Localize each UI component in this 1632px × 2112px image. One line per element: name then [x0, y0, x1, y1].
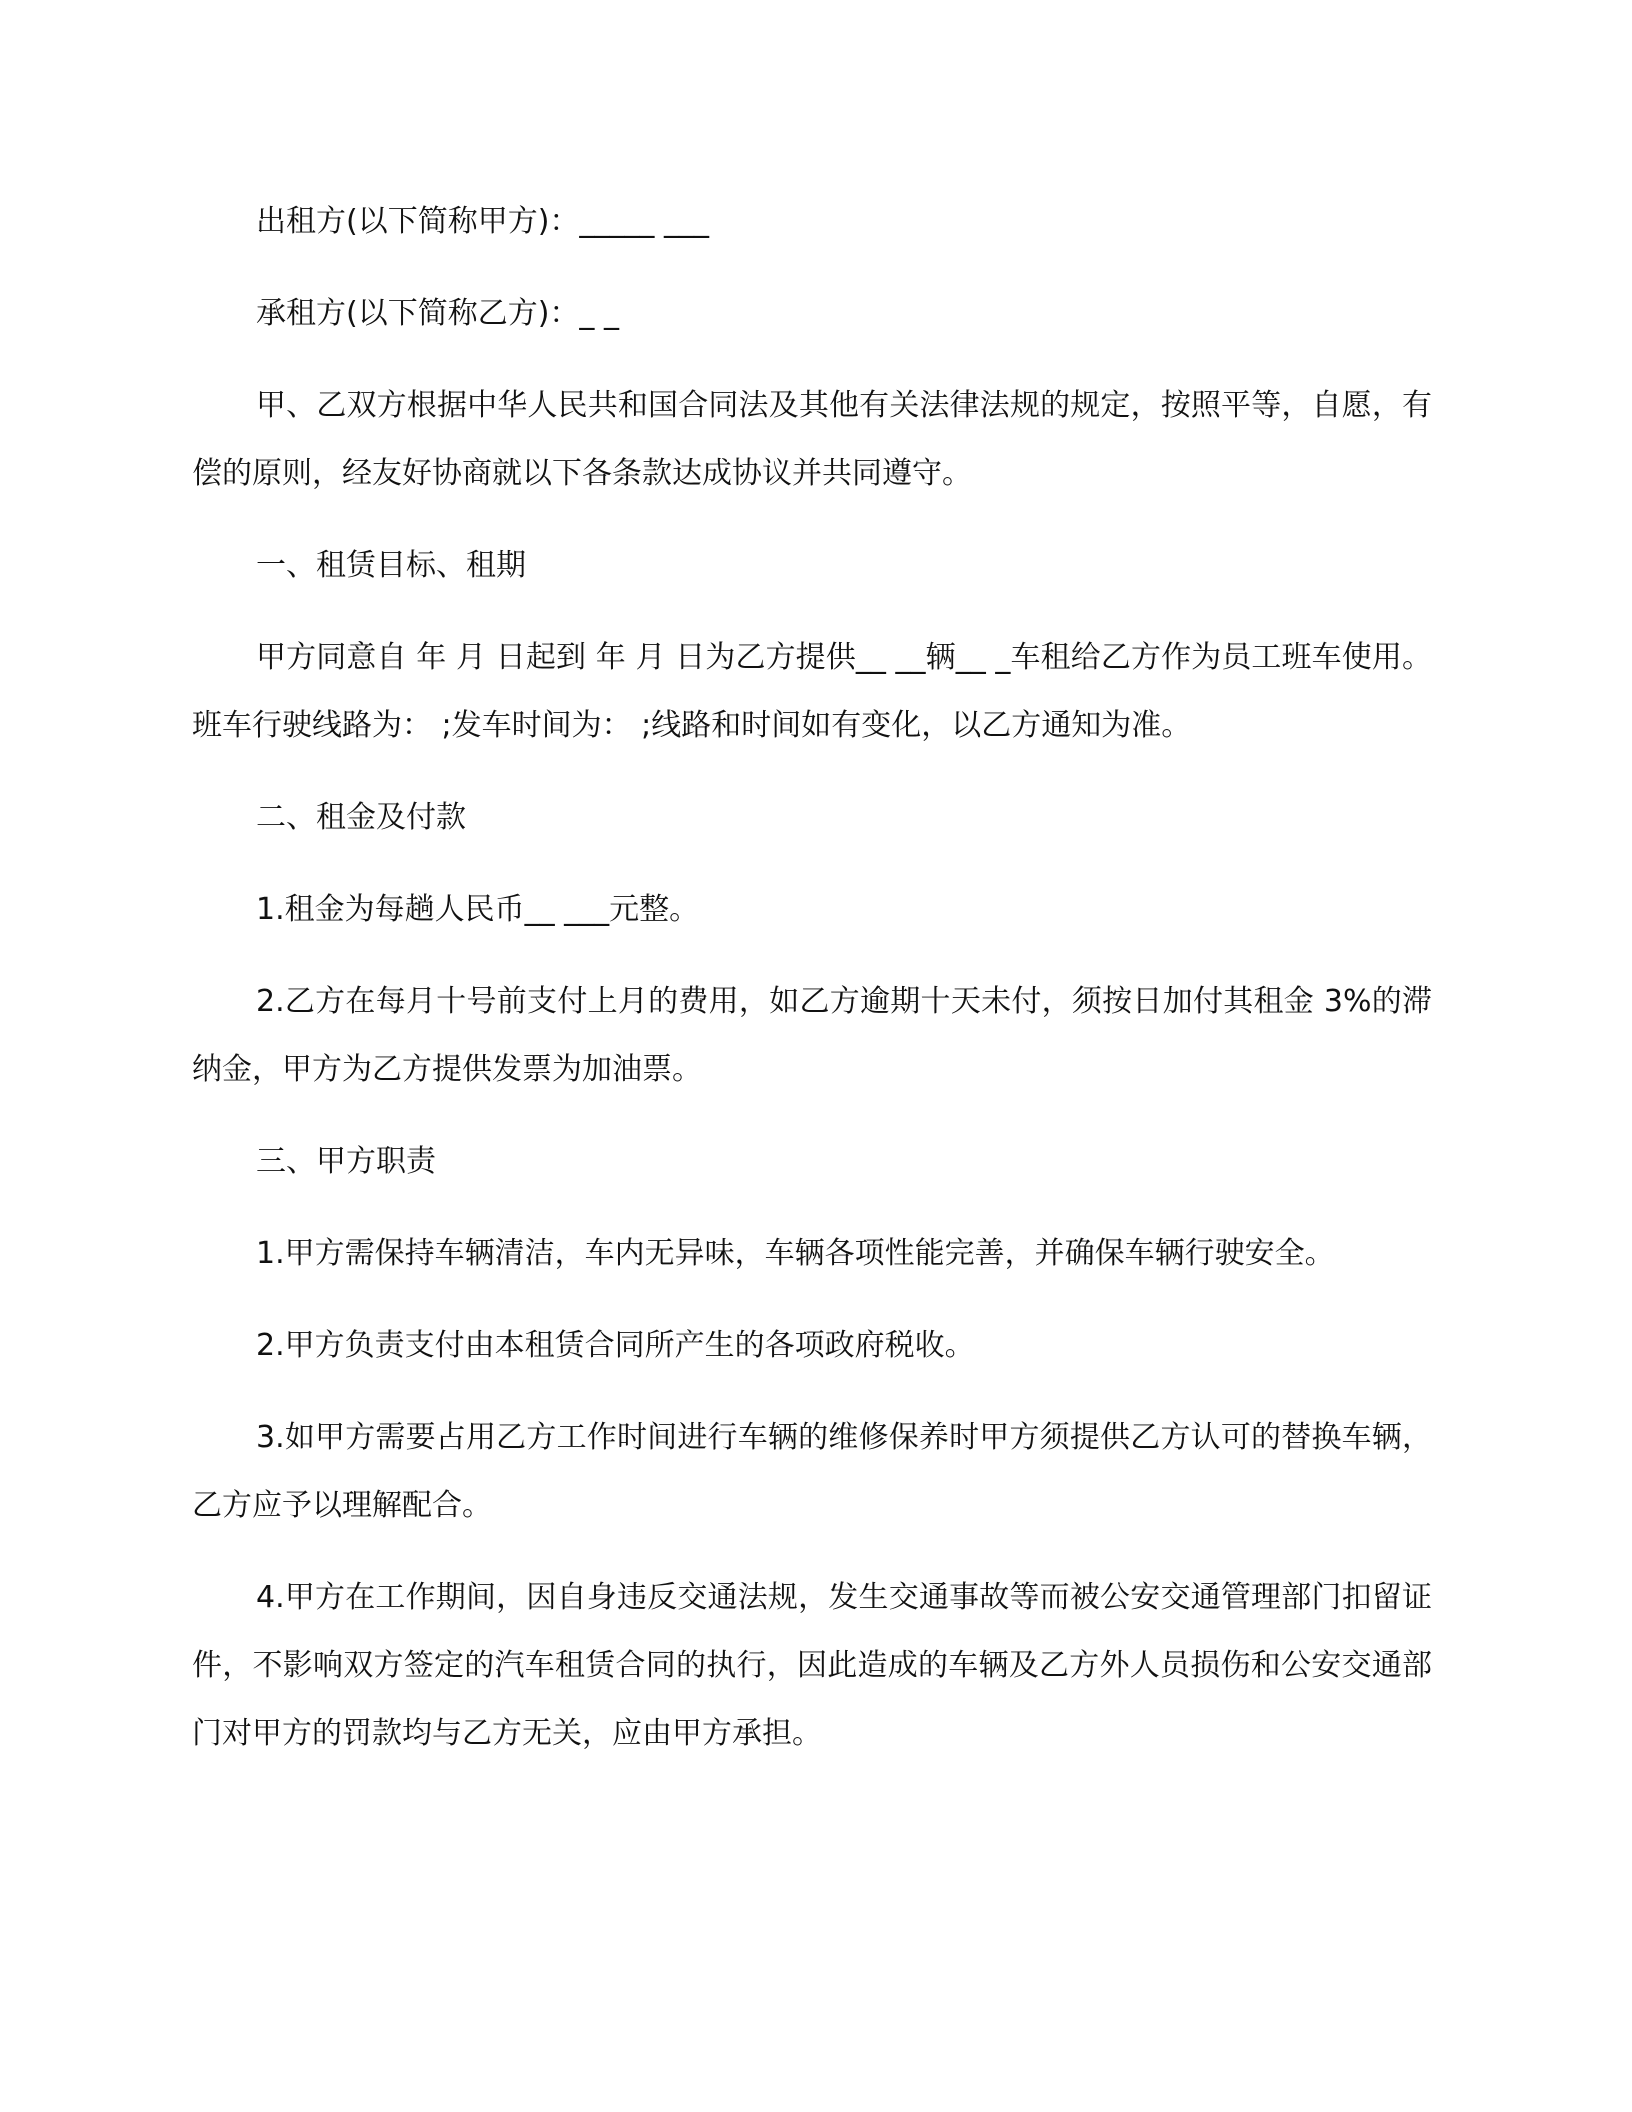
contract-body	[192, 188, 1432, 1792]
duty-clause-4: 4.甲方在工作期间，因自身违反交通法规，发生交通事故等而被公安交通管理部门扣留证件，不影响双方签定的汽车租赁合同的执行，因此造成的车辆及乙方外人员损伤和公安交通部门对甲方的罚款均与乙方无关，应由甲方承担。	[192, 1580, 1432, 1751]
duty-clause-2: 2.甲方负责支付由本租赁合同所产生的各项政府税收。	[256, 1328, 975, 1363]
rent-clause-2: 2.乙方在每月十号前支付上月的费用，如乙方逾期十天未付，须按日加付其租金 3%的滞纳金，甲方为乙方提供发票为加油票。	[192, 984, 1432, 1087]
duty-clause-1: 1.甲方需保持车辆清洁，车内无异味，车辆各项性能完善，并确保车辆行驶安全。	[256, 1236, 1335, 1271]
rent-clause-1: 1.租金为每趟人民币__ ___元整。	[256, 892, 700, 927]
lessee-line: 承租方(以下简称乙方)：_ _	[256, 296, 619, 331]
section-heading-lessor-duties: 三、甲方职责	[256, 1144, 436, 1179]
lease-target-paragraph: 甲方同意自 年 月 日起到 年 月 日为乙方提供__ __辆__ _车租给乙方作为员工班车使用。班车行驶线路为： ;发车时间为： ;线路和时间如有变化，以乙方通知为准。	[192, 640, 1432, 743]
section-heading-rent-payment: 二、租金及付款	[256, 800, 466, 835]
preamble-paragraph: 甲、乙双方根据中华人民共和国合同法及其他有关法律法规的规定，按照平等，自愿，有偿的原则，经友好协商就以下各条款达成协议并共同遵守。	[192, 388, 1432, 491]
lessor-line: 出租方(以下简称甲方)：_____ ___	[256, 204, 709, 239]
section-heading-lease-target: 一、租赁目标、租期	[256, 548, 526, 583]
duty-clause-3: 3.如甲方需要占用乙方工作时间进行车辆的维修保养时甲方须提供乙方认可的替换车辆，乙方应予以理解配合。	[192, 1420, 1432, 1523]
